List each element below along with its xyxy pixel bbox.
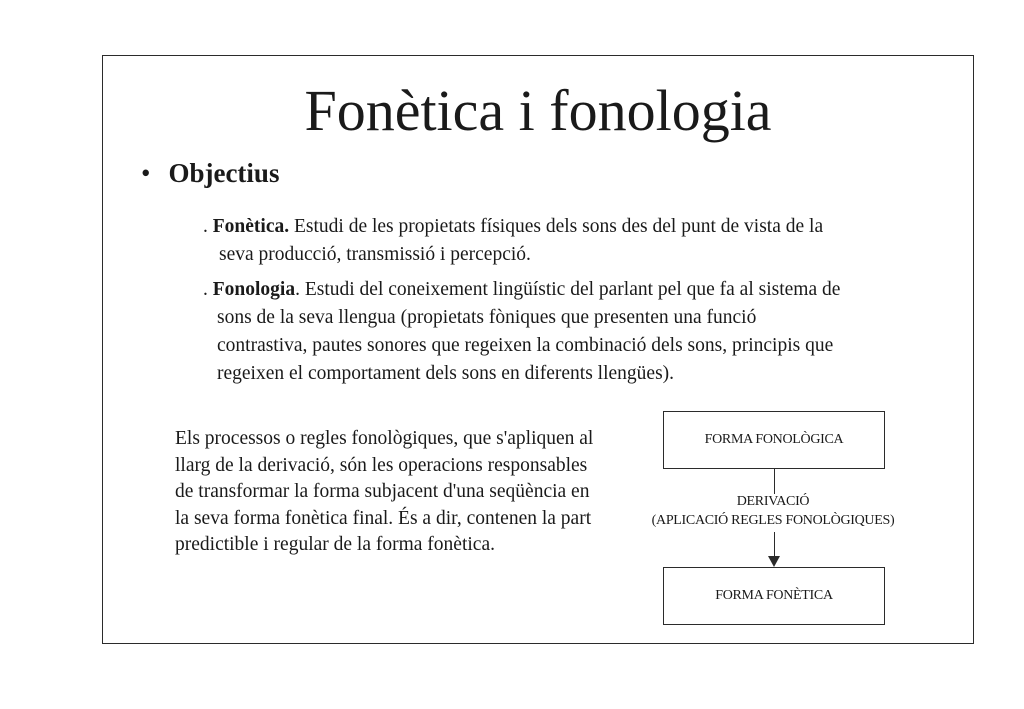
derivation-title: DERIVACIÓ: [736, 494, 810, 509]
slide-frame: [102, 55, 974, 644]
fonetica-text-line2: seva producció, transmissió i percepció.: [219, 244, 531, 265]
fonologia-marker: .: [203, 279, 213, 300]
fonologia-text-line4: regeixen el comportament dels sons en diferents llengües).: [217, 363, 675, 384]
bullet-marker: •: [141, 158, 151, 188]
derivation-subtitle: (APLICACIÓ REGLES FONOLÒGIQUES): [651, 513, 895, 528]
fonetica-paragraph: [203, 213, 933, 269]
fonologia-term: Fonologia: [212, 279, 296, 300]
fonetica-text-line1: Estudi de les propietats físiques dels sons des del punt de vista de la: [289, 216, 824, 237]
connector-line-top: [774, 469, 775, 494]
fonologia-text-line1: . Estudi del coneixement lingüístic del parlant pel que fa al sistema de: [295, 279, 841, 300]
fonetica-marker: .: [203, 216, 208, 237]
arrow-down-icon: [768, 556, 780, 567]
slide-title: Fonètica i fonologia: [304, 78, 772, 143]
fonologia-paragraph: [203, 276, 943, 388]
phonological-form-label: FORMA FONOLÒGICA: [704, 432, 844, 447]
fonologia-text-line3: contrastiva, pautes sonores que regeixen la combinació dels sons, principis que: [217, 335, 834, 356]
phonological-form-box: [663, 411, 885, 469]
phonetic-form-label: FORMA FONÈTICA: [715, 588, 833, 603]
connector-line-bottom: [774, 532, 775, 558]
phonetic-form-box: [663, 567, 885, 625]
objectives-heading: [141, 156, 279, 190]
processes-paragraph: Els processos o regles fonològiques, que s'apliquen al llarg de la derivació, són les operacions responsables de transformar la forma subjacent d'una seqüència en la seva forma fonètica final. És a dir, contenen la part predictible i regular de la forma fonètica.: [175, 428, 594, 555]
fonetica-term: Fonètica.: [212, 216, 290, 237]
objectives-label: Objectius: [168, 158, 280, 188]
fonologia-text-line2: sons de la seva llengua (propietats fòniques que presenten una funció: [217, 307, 757, 328]
derivation-label: [623, 492, 923, 530]
